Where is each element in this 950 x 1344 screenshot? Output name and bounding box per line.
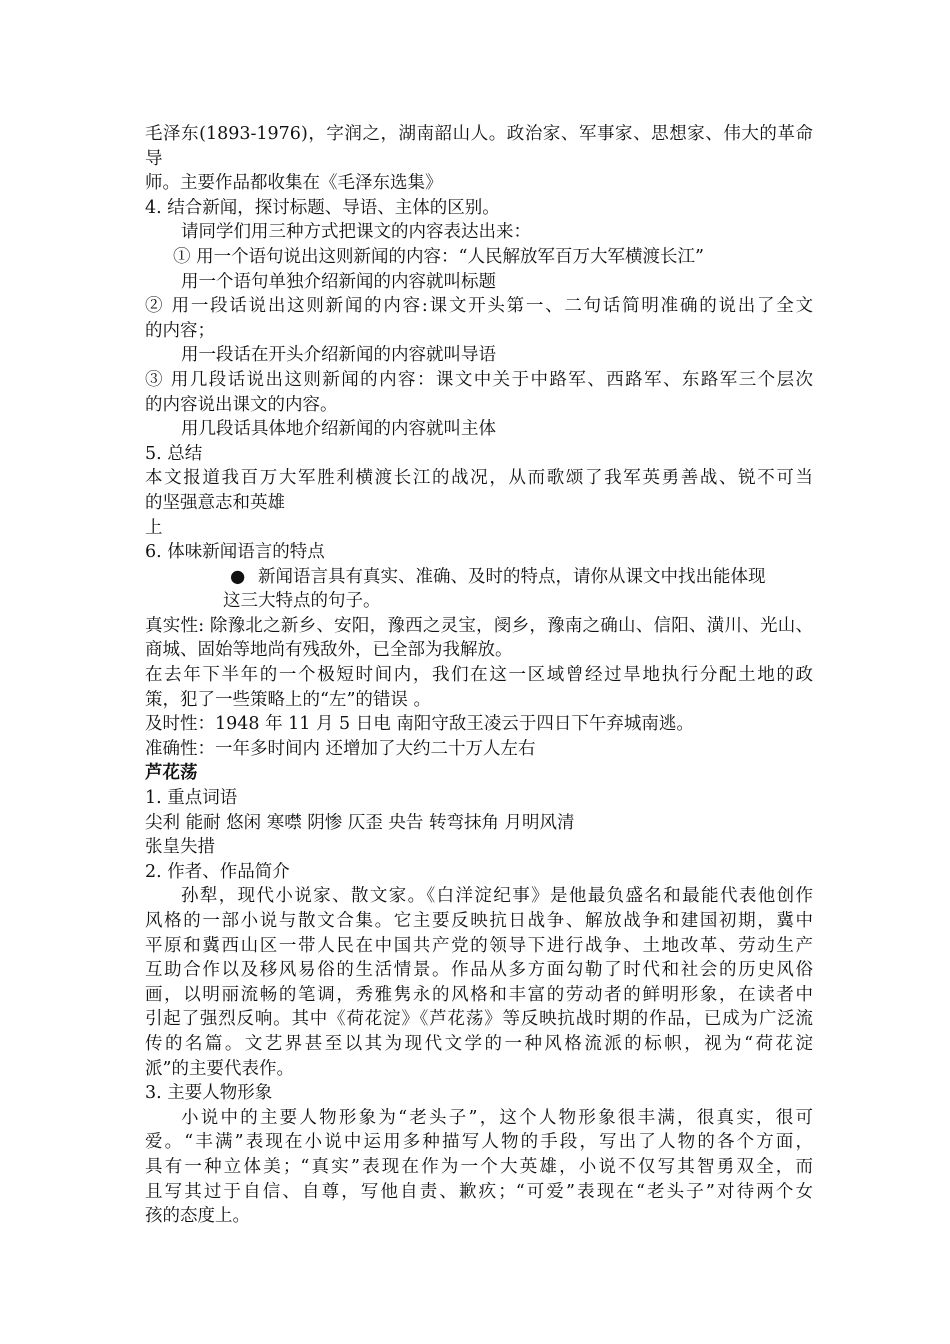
text-line: 且写其过于自信、自尊，写他自责、歉疚；“可爱”表现在“老头子”对待两个女 — [145, 1181, 813, 1202]
text-line: 爱。“丰满”表现在小说中运用多种描写人物的手段，写出了人物的各个方面， — [145, 1132, 813, 1153]
text-line: 平原和冀西山区一带人民在中国共产党的领导下进行战争、土地改革、劳动生产 — [145, 935, 813, 956]
text-line: 尖利 能耐 悠闲 寒噤 阴惨 仄歪 央告 转弯抹角 月明风清 — [145, 812, 575, 833]
text-line: 的坚强意志和英雄 — [145, 492, 285, 513]
text-line: 互助合作以及移风易俗的生活情景。作品从多方面勾勒了时代和社会的历史风俗 — [145, 960, 813, 981]
text-line: 画，以明丽流畅的笔调，秀雅隽永的风格和丰富的劳动者的鲜明形象，在读者中 — [145, 984, 813, 1005]
bullet-item — [145, 565, 813, 590]
section-heading: 6. 体味新闻语言的特点 — [145, 542, 325, 563]
text-line: 小说中的主要人物形象为“老头子”，这个人物形象很丰满，很真实，很可 — [181, 1107, 813, 1128]
text-line: 派”的主要代表作。 — [145, 1058, 294, 1079]
list-item: ① 用一个语句说出这则新闻的内容：“人民解放军百万大军横渡长江” — [173, 246, 704, 267]
text-line: 策，犯了一些策略上的“左”的错误 。 — [145, 689, 431, 710]
document-body — [145, 122, 813, 1229]
text-line: 师。主要作品都收集在《毛泽东选集》 — [145, 173, 443, 194]
text-line: 风格的一部小说与散文合集。它主要反映抗日战争、解放战争和建国初期，冀中 — [145, 911, 813, 931]
text-line: 及时性：1948 年 11 月 5 日电 南阳守敌王凌云于四日下午弃城南逃。 — [145, 714, 694, 735]
section-title: 芦花荡 — [145, 763, 198, 784]
text-line: 张皇失措 — [145, 837, 215, 858]
text-line: 引起了强烈反响。其中《荷花淀》《芦花荡》等反映抗战时期的作品，已成为广泛流 — [145, 1009, 813, 1030]
text-line: 毛泽东(1893-1976)，字润之，湖南韶山人。政治家、军事家、思想家、伟大的革命导 — [145, 124, 813, 169]
bullet-icon: ● — [230, 566, 246, 587]
text-line: 具有一种立体美；“真实”表现在作为一个大英雄，小说不仅写其智勇双全，而 — [145, 1156, 813, 1177]
text-line: 用几段话具体地介绍新闻的内容就叫主体 — [181, 419, 496, 440]
text-line: 孩的态度上。 — [145, 1206, 250, 1227]
text-line: 商城、固始等地尚有残敌外，已全部为我解放。 — [145, 640, 513, 661]
text-line: 传的名篇。文艺界甚至以其为现代文学的一种风格流派的标帜，视为“荷花淀 — [145, 1033, 813, 1054]
list-item: ③ 用几段话说出这则新闻的内容：课文中关于中路军、西路军、东路军三个层次 — [145, 369, 813, 390]
text-line: 这三大特点的句子。 — [223, 591, 381, 612]
bullet-text: 新闻语言具有真实、准确、及时的特点，请你从课文中找出能体现 — [258, 566, 766, 587]
text-line: 上 — [145, 517, 163, 538]
text-line: 真实性: 除豫北之新乡、安阳，豫西之灵宝，阌乡，豫南之确山、信阳、潢川、光山、 — [145, 615, 813, 636]
text-line: 准确性：一年多时间内 还增加了大约二十万人左右 — [145, 738, 536, 759]
section-heading: 3. 主要人物形象 — [145, 1083, 273, 1104]
text-line: 在去年下半年的一个极短时间内，我们在这一区域曾经过旱地执行分配土地的政 — [145, 665, 813, 686]
text-line: 请同学们用三种方式把课文的内容表达出来： — [181, 222, 531, 243]
text-line: 的内容说出课文的内容。 — [145, 394, 338, 415]
text-line: 用一个语句单独介绍新闻的内容就叫标题 — [181, 271, 496, 292]
section-heading: 4. 结合新闻，探讨标题、导语、主体的区别。 — [145, 197, 500, 218]
section-heading: 1. 重点词语 — [145, 788, 238, 809]
text-line: 本文报道我百万大军胜利横渡长江的战况，从而歌颂了我军英勇善战、锐不可当 — [145, 468, 813, 489]
text-line: 的内容； — [145, 320, 215, 341]
list-item: ② 用一段话说出这则新闻的内容:课文开头第一、二句话简明准确的说出了全文 — [145, 296, 813, 317]
text-line: 用一段话在开头介绍新闻的内容就叫导语 — [181, 345, 496, 366]
text-line: 孙犁，现代小说家、散文家。《白洋淀纪事》是他最负盛名和最能代表他创作 — [181, 886, 813, 907]
section-heading: 5. 总结 — [145, 443, 203, 464]
section-heading: 2. 作者、作品简介 — [145, 861, 290, 882]
